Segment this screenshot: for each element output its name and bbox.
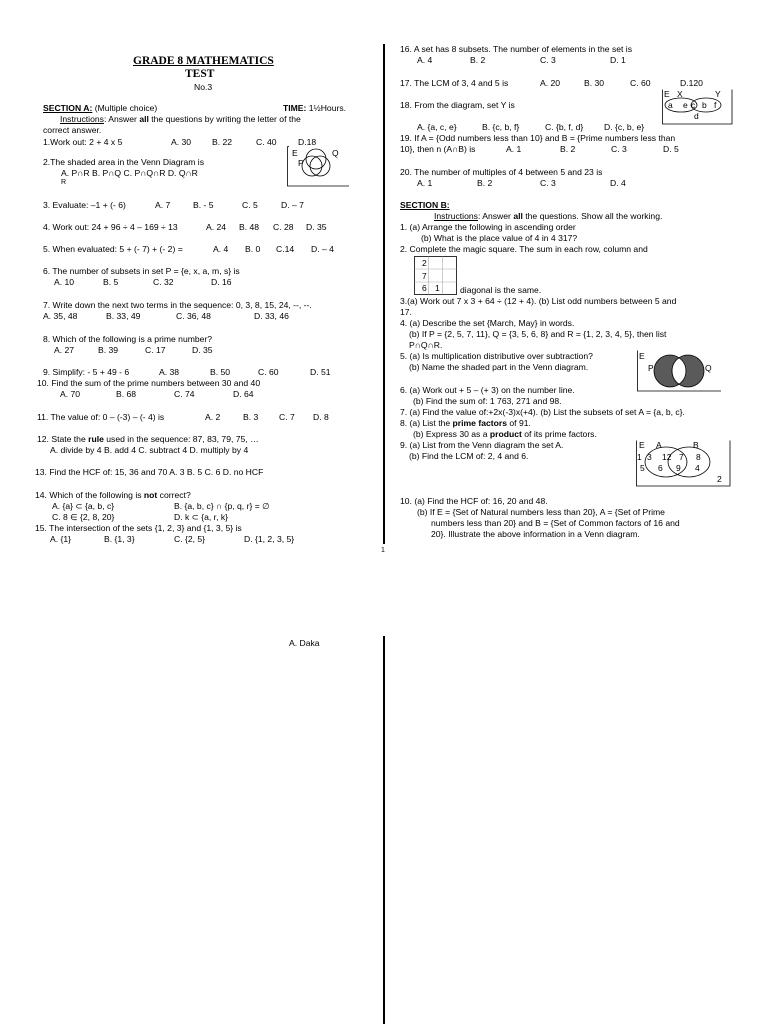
q2-r-label: R bbox=[61, 179, 67, 186]
b5a-text: 5. (a) Is multiplication distributive over subtraction? bbox=[400, 351, 593, 361]
section-a-instructions-cont: correct answer. bbox=[43, 125, 102, 135]
b9-venn-e-label: E bbox=[639, 440, 645, 450]
q11-option-c: C. 7 bbox=[279, 412, 295, 422]
q16-option-a: A. 4 bbox=[417, 55, 433, 65]
b9-venn-8: 8 bbox=[696, 452, 701, 462]
column-divider bbox=[383, 44, 385, 544]
page-subtitle: TEST bbox=[185, 68, 215, 80]
b9-venn-4: 4 bbox=[695, 463, 700, 473]
b9-venn-5: 5 bbox=[640, 463, 645, 473]
q3-text: 3. Evaluate: –1 + (- 6) bbox=[43, 200, 126, 210]
q1-option-c: C. 40 bbox=[256, 137, 277, 147]
q2-venn-q-label: Q bbox=[332, 148, 339, 158]
q17-text: 17. The LCM of 3, 4 and 5 is bbox=[400, 78, 509, 88]
q15-text: 15. The intersection of the sets {1, 2, 3} and {1, 3, 5} is bbox=[35, 523, 242, 533]
q14-text: 14. Which of the following is not correct? bbox=[35, 490, 191, 500]
b5b-text: (b) Name the shaded part in the Venn diagram. bbox=[409, 362, 589, 372]
section-b-instructions: Instructions: Answer all the questions. Show all the working. bbox=[434, 211, 663, 221]
q10-option-b: B. 68 bbox=[116, 389, 137, 399]
q2-venn-p-label: P bbox=[298, 158, 304, 168]
q18-venn-a: a bbox=[668, 100, 673, 110]
magic-cell-7: 7 bbox=[422, 271, 427, 281]
q15-option-c: C. {2, 5} bbox=[174, 534, 206, 544]
section-a-instructions: Instructions: Answer all the questions by writing the letter of the bbox=[60, 114, 301, 124]
q20-text: 20. The number of multiples of 4 between 5 and 23 is bbox=[400, 167, 603, 177]
q14-option-d: D. k ⊂ {a, r, k} bbox=[174, 512, 229, 522]
magic-square bbox=[414, 256, 458, 296]
q2-text: 2.The shaded area in the Venn Diagram is bbox=[43, 157, 204, 167]
b1a-text: 1. (a) Arrange the following in ascending order bbox=[400, 222, 576, 232]
author-name: A. Daka bbox=[289, 638, 320, 648]
q4-option-a: A. 24 bbox=[206, 222, 227, 232]
q3-option-a: A. 7 bbox=[155, 200, 171, 210]
q8-option-d: D. 35 bbox=[192, 345, 213, 355]
b5-venn-p-label: P bbox=[648, 363, 654, 373]
q20-option-d: D. 4 bbox=[610, 178, 626, 188]
q6-option-a: A. 10 bbox=[54, 277, 75, 287]
q14-option-a: A. {a} ⊂ {a, b, c} bbox=[52, 501, 115, 511]
q18-venn-c: c bbox=[691, 100, 696, 110]
magic-cell-6: 6 bbox=[422, 283, 427, 293]
q18-venn-diagram bbox=[662, 89, 732, 125]
q4-option-d: D. 35 bbox=[306, 222, 327, 232]
q19-option-d: D. 5 bbox=[663, 144, 679, 154]
b2-text-cont: diagonal is the same. bbox=[460, 285, 542, 295]
q5-option-d: D. – 4 bbox=[311, 244, 334, 254]
time-allowed: TIME: 1½Hours. bbox=[283, 103, 347, 113]
q16-option-c: C. 3 bbox=[540, 55, 556, 65]
b4b-text: (b) If P = {2, 5, 7, 11}, Q = {3, 5, 6, 8} and R = {1, 2, 3, 4, 5}, then list bbox=[409, 329, 667, 339]
b2-text: 2. Complete the magic square. The sum in each row, column and bbox=[400, 244, 648, 254]
b9-venn-7: 7 bbox=[679, 452, 684, 462]
q8-option-a: A. 27 bbox=[54, 345, 75, 355]
b4a-text: 4. (a) Describe the set {March, May} in words. bbox=[400, 318, 575, 328]
b9b-text: (b) Find the LCM of: 2, 4 and 6. bbox=[409, 451, 529, 461]
q6-option-b: B. 5 bbox=[103, 277, 119, 287]
b10c-text: numbers less than 20} and B = {Set of Common factors of 16 and bbox=[431, 518, 680, 528]
magic-cell-2: 2 bbox=[422, 258, 427, 268]
q16-option-d: D. 1 bbox=[610, 55, 626, 65]
q4-option-c: C. 28 bbox=[273, 222, 294, 232]
q3-option-c: C. 5 bbox=[242, 200, 258, 210]
b1b-text: (b) What is the place value of 4 in 4 317? bbox=[421, 233, 578, 243]
q13-text: 13. Find the HCF of: 15, 36 and 70 A. 3 B. 5 C. 6 D. no HCF bbox=[35, 467, 264, 477]
q8-option-c: C. 17 bbox=[145, 345, 166, 355]
q18-text: 18. From the diagram, set Y is bbox=[400, 100, 515, 110]
q17-option-c: C. 60 bbox=[630, 78, 651, 88]
page-title: GRADE 8 MATHEMATICS bbox=[133, 55, 274, 67]
q7-option-c: C. 36, 48 bbox=[176, 311, 211, 321]
b4c-text: P∩Q∩R. bbox=[409, 340, 443, 350]
b9-venn-a-label: A bbox=[656, 440, 662, 450]
b6b-text: (b) Find the sum of: 1 763, 271 and 98. bbox=[413, 396, 562, 406]
q11-option-d: D. 8 bbox=[313, 412, 329, 422]
q17-option-b: B. 30 bbox=[584, 78, 605, 88]
q1-text: 1.Work out: 2 + 4 x 5 bbox=[43, 137, 123, 147]
q2-venn-e-label: E bbox=[292, 148, 298, 158]
q4-text: 4. Work out: 24 + 96 ÷ 4 – 169 ÷ 13 bbox=[43, 222, 178, 232]
q14-option-c: C. 8 ∈ {2, 8, 20} bbox=[52, 512, 115, 522]
q15-option-b: B. {1, 3} bbox=[104, 534, 135, 544]
q20-option-c: C. 3 bbox=[540, 178, 556, 188]
q7-option-b: B. 33, 49 bbox=[106, 311, 141, 321]
b9-venn-12: 12 bbox=[662, 452, 672, 462]
q16-option-b: B. 2 bbox=[470, 55, 486, 65]
q11-option-b: B. 3 bbox=[243, 412, 259, 422]
q14-option-b: B. {a, b, c} ∩ {p, q, r} = ∅ bbox=[174, 501, 270, 511]
q15-option-a: A. {1} bbox=[50, 534, 72, 544]
section-a-heading: SECTION A: (Multiple choice) bbox=[43, 103, 158, 113]
q6-option-d: D. 16 bbox=[211, 277, 232, 287]
b9-venn-diagram bbox=[636, 440, 731, 487]
q5-text: 5. When evaluated: 5 + (- 7) + (- 2) = bbox=[43, 244, 183, 254]
q10-text: 10. Find the sum of the prime numbers between 30 and 40 bbox=[37, 378, 261, 388]
b9-venn-9: 9 bbox=[676, 463, 681, 473]
b9-venn-6: 6 bbox=[658, 463, 663, 473]
q19-text: 19. If A = {Odd numbers less than 10} and B = {Prime numbers less than bbox=[400, 133, 676, 143]
b8a-text: 8. (a) List the prime factors of 91. bbox=[400, 418, 531, 428]
b9a-text: 9. (a) List from the Venn diagram the set A. bbox=[400, 440, 564, 450]
b5-venn-diagram bbox=[637, 350, 721, 392]
q18-venn-y-label: Y bbox=[715, 89, 721, 99]
q5-option-a: A. 4 bbox=[213, 244, 229, 254]
lower-column-divider bbox=[383, 636, 385, 1024]
q9-text: 9. Simplify: - 5 + 49 - 6 bbox=[43, 367, 130, 377]
b9-venn-3: 3 bbox=[647, 452, 652, 462]
q11-option-a: A. 2 bbox=[205, 412, 221, 422]
section-b-heading: SECTION B: bbox=[400, 200, 450, 210]
q18-venn-e-label: E bbox=[664, 89, 670, 99]
q20-option-b: B. 2 bbox=[477, 178, 493, 188]
q1-option-d: D.18 bbox=[298, 137, 317, 147]
q20-option-a: A. 1 bbox=[417, 178, 433, 188]
q18-venn-e: e bbox=[683, 100, 688, 110]
q18-option-c: C. {b, f, d} bbox=[545, 122, 584, 132]
q18-venn-d: d bbox=[694, 111, 699, 121]
q8-text: 8. Which of the following is a prime number? bbox=[43, 334, 213, 344]
q19-option-a: A. 1 bbox=[506, 144, 522, 154]
q18-option-a: A. {a, c, e} bbox=[417, 122, 457, 132]
b10d-text: 20}. Illustrate the above information in a Venn diagram. bbox=[431, 529, 640, 539]
q7-text: 7. Write down the next two terms in the sequence: 0, 3, 8, 15, 24, --, --. bbox=[43, 300, 312, 310]
b10b-text: (b) If E = {Set of Natural numbers less than 20}, A = {Set of Prime bbox=[417, 507, 665, 517]
q15-option-d: D. {1, 2, 3, 5} bbox=[244, 534, 295, 544]
b5-venn-e-label: E bbox=[639, 351, 645, 361]
b5-venn-q-label: Q bbox=[705, 363, 712, 373]
q19-option-b: B. 2 bbox=[560, 144, 576, 154]
q1-option-a: A. 30 bbox=[171, 137, 192, 147]
q19-text-cont: 10}, then n (A∩B) is bbox=[400, 144, 476, 154]
b3a-text: 3.(a) Work out 7 x 3 + 64 ÷ (12 + 4). (b) List odd numbers between 5 and bbox=[400, 296, 677, 306]
q7-option-d: D. 33, 46 bbox=[254, 311, 289, 321]
q1-option-b: B. 22 bbox=[212, 137, 233, 147]
q2-options: A. P∩R B. P∩Q C. P∩Q∩R D. Q∩R bbox=[61, 168, 198, 178]
q6-text: 6. The number of subsets in set P = {e, x, a, m, s} is bbox=[43, 266, 240, 276]
q18-venn-x-label: X bbox=[677, 89, 683, 99]
q17-option-d: D.120 bbox=[680, 78, 703, 88]
test-number: No.3 bbox=[194, 82, 213, 92]
q10-option-d: D. 64 bbox=[233, 389, 254, 399]
q12-options: A. divide by 4 B. add 4 C. subtract 4 D. multiply by 4 bbox=[50, 445, 249, 455]
q10-option-c: C. 74 bbox=[174, 389, 195, 399]
q11-text: 11. The value of: 0 – (-3) – (- 4) is bbox=[37, 412, 165, 422]
q3-option-b: B. - 5 bbox=[193, 200, 214, 210]
b7-text: 7. (a) Find the value of:+2x(-3)x(+4). (b) List the subsets of set A = {a, b, c}. bbox=[400, 407, 685, 417]
b9-venn-b-label: B bbox=[693, 440, 699, 450]
q5-option-b: B. 0 bbox=[245, 244, 261, 254]
b9-venn-1: 1 bbox=[637, 452, 642, 462]
q17-option-a: A. 20 bbox=[540, 78, 561, 88]
q18-venn-b: b bbox=[702, 100, 707, 110]
q3-option-d: D. – 7 bbox=[281, 200, 304, 210]
b3b-text: 17. bbox=[400, 307, 412, 317]
q7-option-a: A. 35, 48 bbox=[43, 311, 78, 321]
q4-option-b: B. 48 bbox=[239, 222, 260, 232]
q9-option-c: C. 60 bbox=[258, 367, 279, 377]
q5-option-c: C.14 bbox=[276, 244, 295, 254]
q19-option-c: C. 3 bbox=[611, 144, 627, 154]
page-number: 1 bbox=[381, 547, 385, 554]
q2-venn-diagram bbox=[287, 146, 349, 192]
b10a-text: 10. (a) Find the HCF of: 16, 20 and 48. bbox=[400, 496, 548, 506]
b9-venn-2: 2 bbox=[717, 474, 722, 484]
b8b-text: (b) Express 30 as a product of its prime factors. bbox=[413, 429, 597, 439]
q16-text: 16. A set has 8 subsets. The number of elements in the set is bbox=[400, 44, 633, 54]
b6a-text: 6. (a) Work out + 5 – (+ 3) on the number line. bbox=[400, 385, 575, 395]
magic-cell-1: 1 bbox=[435, 283, 440, 293]
q6-option-c: C. 32 bbox=[153, 277, 174, 287]
q8-option-b: B. 39 bbox=[98, 345, 119, 355]
q18-option-d: D. {c, b, e} bbox=[604, 122, 645, 132]
q9-option-d: D. 51 bbox=[310, 367, 331, 377]
q12-text: 12. State the rule used in the sequence: 87, 83, 79, 75, … bbox=[37, 434, 259, 444]
q10-option-a: A. 70 bbox=[60, 389, 81, 399]
q18-venn-f: f bbox=[714, 100, 717, 110]
q9-option-b: B. 50 bbox=[210, 367, 231, 377]
q9-option-a: A. 38 bbox=[159, 367, 180, 377]
q18-option-b: B. {c, b, f} bbox=[482, 122, 520, 132]
